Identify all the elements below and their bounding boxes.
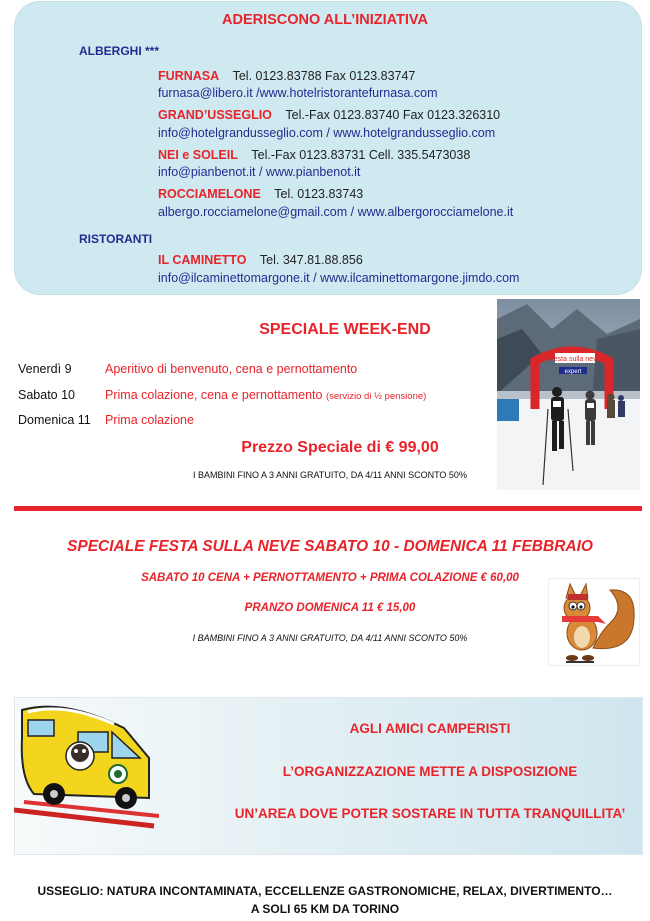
hotel-web-link[interactable]: info@pianbenot.it / www.pianbenot.it — [158, 165, 361, 179]
camper-line-2: L’ORGANIZZAZIONE METTE A DISPOSIZIONE — [282, 764, 578, 779]
restaurant-web-link[interactable]: info@ilcaminettomargone.it / www.ilcaminettomargone.jimdo.com — [158, 271, 520, 285]
restaurant-il-caminetto — [158, 253, 363, 267]
hotel-name: ROCCIAMELONE — [158, 187, 261, 201]
ristoranti-label: RISTORANTI — [79, 232, 153, 246]
day-description: Aperitivo di benvenuto, cena e pernottamento — [105, 362, 358, 376]
alberghi-label: ALBERGHI *** — [79, 44, 160, 58]
hotel-grand-usseglio — [158, 108, 500, 122]
section-divider — [14, 506, 642, 511]
hotel-rocciamelone — [158, 187, 363, 201]
special-price: Prezzo Speciale di € 99,00 — [241, 439, 439, 456]
day-note: (servizio di ½ pensione) — [325, 391, 427, 402]
race-photo-illustration — [497, 299, 640, 490]
restaurant-contact: Tel. 347.81.88.856 — [259, 253, 363, 267]
footer-tagline: USSEGLIO: NATURA INCONTAMINATA, ECCELLENZE GASTRONOMICHE, RELAX, DIVERTIMENTO… — [37, 884, 613, 898]
camper-line-1: AGLI AMICI CAMPERISTI — [349, 721, 511, 736]
hotel-nei-soleil — [158, 148, 470, 162]
hotel-contact: Tel. 0123.83743 — [274, 187, 364, 201]
hotel-name: NEI e SOLEIL — [158, 148, 238, 162]
hotel-contact: Tel. 0123.83788 Fax 0123.83747 — [232, 69, 416, 83]
hotel-furnasa — [158, 69, 415, 83]
day-description-text: Prima colazione, cena e pernottamento — [105, 388, 323, 402]
kids-discount-note: I BAMBINI FINO A 3 ANNI GRATUITO, DA 4/11 ANNI SCONTO 50% — [192, 633, 468, 643]
banner-text: Festa sulla neve — [549, 356, 601, 363]
hotel-contact: Tel.-Fax 0123.83740 Fax 0123.326310 — [285, 108, 501, 122]
festa-title: SPECIALE FESTA SULLA NEVE SABATO 10 - DOMENICA 11 FEBBRAIO — [67, 538, 593, 555]
footer-distance: A SOLI 65 KM DA TORINO — [250, 902, 400, 916]
adherents-title: ADERISCONO ALL’INIZIATIVA — [222, 12, 428, 28]
hotel-web-link[interactable]: furnasa@libero.it /www.hotelristorantefurnasa.com — [158, 86, 438, 100]
snowshoe-race-photo — [497, 299, 640, 490]
day-label: Domenica 11 — [18, 413, 91, 427]
squirrel-mascot — [548, 578, 640, 666]
hotel-contact: Tel.-Fax 0123.83731 Cell. 335.5473038 — [251, 148, 471, 162]
festa-saturday-offer: SABATO 10 CENA + PERNOTTAMENTO + PRIMA COLAZIONE € 60,00 — [141, 572, 519, 584]
festa-sunday-lunch: PRANZO DOMENICA 11 € 15,00 — [244, 602, 416, 614]
day-label: Sabato 10 — [18, 388, 75, 402]
camper-van-illustration — [14, 698, 159, 832]
squirrel-illustration — [548, 578, 640, 666]
kids-discount-note: I BAMBINI FINO A 3 ANNI GRATUITO, DA 4/11 ANNI SCONTO 50% — [193, 470, 467, 480]
restaurant-name: IL CAMINETTO — [158, 253, 247, 267]
day-description: Prima colazione — [105, 413, 194, 427]
weekend-title: SPECIALE WEEK-END — [259, 321, 431, 338]
hotel-web-link[interactable]: albergo.rocciamelone@gmail.com / www.albergorocciamelone.it — [158, 205, 514, 219]
sponsor-text: expert — [564, 369, 582, 375]
camper-illustration — [14, 698, 159, 832]
hotel-name: GRAND’USSEGLIO — [158, 108, 272, 122]
camper-line-3: UN’AREA DOVE POTER SOSTARE IN TUTTA TRANQUILLITA’ — [234, 806, 626, 821]
day-label: Venerdì 9 — [18, 362, 72, 376]
day-description — [105, 388, 426, 402]
hotel-web-link[interactable]: info@hotelgrandusseglio.com / www.hotelgrandusseglio.com — [158, 126, 496, 140]
hotel-name: FURNASA — [158, 69, 220, 83]
